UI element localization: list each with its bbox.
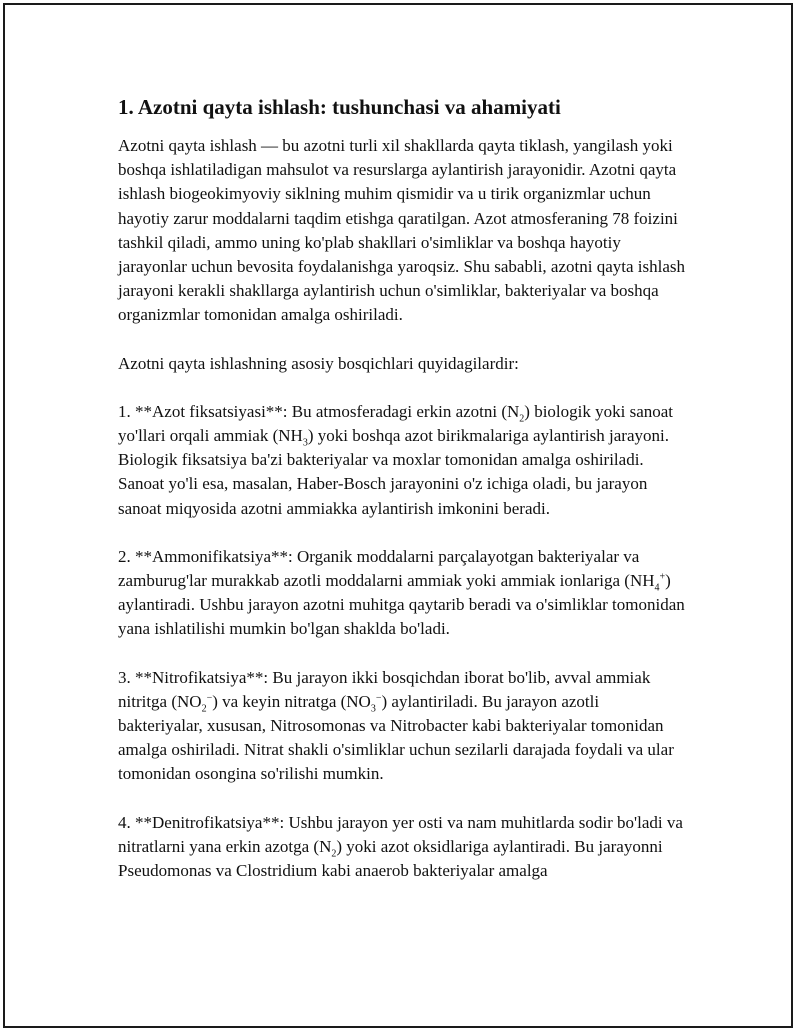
- step-1-text-a: 1. **Azot fiksatsiyasi**: Bu atmosferadagi erkin azotni (N: [118, 401, 520, 421]
- step-1-text-b: ) biologik yoki sanoat yo'llari orqali ammiak (NH: [118, 401, 674, 446]
- document-page: [118, 92, 688, 907]
- step-3-subscript-no2: 2: [201, 703, 207, 715]
- step-1-text-c: ) yoki boshqa azot birikmalariga aylantirish jarayoni. Biologik fiksatsiya ba'zi bakteriyalar va moxlar tomonidan amalga oshiriladi. Sanoat yo'li esa, masalan, Haber-Bosch jarayonini o'z ichiga oladi, bu jarayon sanoat miqyosida azotni ammiakka aylantirish imkonini beradi.: [118, 426, 669, 518]
- step-3-subscript-no3: 3: [370, 703, 376, 715]
- step-3-superscript-minus-2: −: [375, 692, 382, 704]
- step-4-text-b: ) yoki azot oksidlariga aylantiradi. Bu jarayonni Pseudomonas va Clostridium kabi anaerob bakteriyalar amalga: [118, 836, 663, 881]
- step-2-text-a: 2. **Ammonifikatsiya**: Organik moddalarni parçalayotgan bakteriyalar va zamburug'lar murakkab azotli moddalarni ammiak yoki ammiak ionlariga (NH: [118, 546, 655, 591]
- step-4-text-a: 4. **Denitrofikatsiya**: Ushbu jarayon yer osti va nam muhitlarda sodir bo'ladi va nitratlarni yana erkin azotga (N: [118, 812, 683, 856]
- step-4-subscript-n2: 2: [331, 848, 337, 860]
- step-1-subscript-nh3: 3: [302, 437, 308, 449]
- steps-intro-paragraph: Azotni qayta ishlashning asosiy bosqichlari quyidagilardir:: [118, 353, 519, 373]
- intro-paragraph: Azotni qayta ishlash — bu azotni turli xil shakllarda qayta tiklash, yangilash yoki boshqa ishlatiladigan mahsulot va resurslarga aylantirish jarayonidir. Azotni qayta ishlash biogeokimyoviy siklning muhim qismidir va u tirik organizmlar uchun hayotiy zarur moddalarni taqdim etishga qaratilgan. Azot atmosferaning 78 foizini tashkil qiladi, ammo uning ko'plab shakllari o'simliklar va boshqa hayotiy jarayonlar uchun bevosita foydalanishga yaroqsiz. Shu sababli, azotni qayta ishlash jarayoni kerakli shakllarga aylantirish uchun o'simliklar, bakteriyalar va boshqa organizmlar tomonidan amalga oshiriladi.: [118, 136, 685, 325]
- step-2-paragraph: [118, 545, 688, 642]
- step-2-superscript-plus: +: [659, 571, 666, 583]
- step-3-superscript-minus-1: −: [206, 692, 213, 704]
- step-2-text-b: ) aylantiradi. Ushbu jarayon azotni muhitga qaytarib beradi va o'simliklar tomonidan yana ishlatilishi mumkin bo'lgan shaklda bo'ladi.: [118, 571, 685, 639]
- step-1-subscript-n2: 2: [519, 413, 525, 425]
- step-3-text-b: ) va keyin nitratga (NO: [212, 691, 371, 711]
- step-4-paragraph: [118, 811, 688, 884]
- step-1-paragraph: [118, 400, 688, 521]
- step-2-subscript-nh4: 4: [654, 582, 660, 594]
- step-3-text-c: ) aylantiriladi. Bu jarayon azotli bakteriyalar, xususan, Nitrosomonas va Nitrobacter kabi bakteriyalar tomonidan amalga oshiriladi. Nitrat shakli o'simliklar uchun sezilarli darajada foydali va ular tomonidan osongina so'rilishi mumkin.: [118, 691, 674, 784]
- section-heading: 1. Azotni qayta ishlash: tushunchasi va ahamiyati: [118, 95, 561, 119]
- step-3-text-a: 3. **Nitrofikatsiya**: Bu jarayon ikki bosqichdan iborat bo'lib, avval ammiak nitritga (NO: [118, 667, 651, 711]
- step-3-paragraph: [118, 666, 688, 787]
